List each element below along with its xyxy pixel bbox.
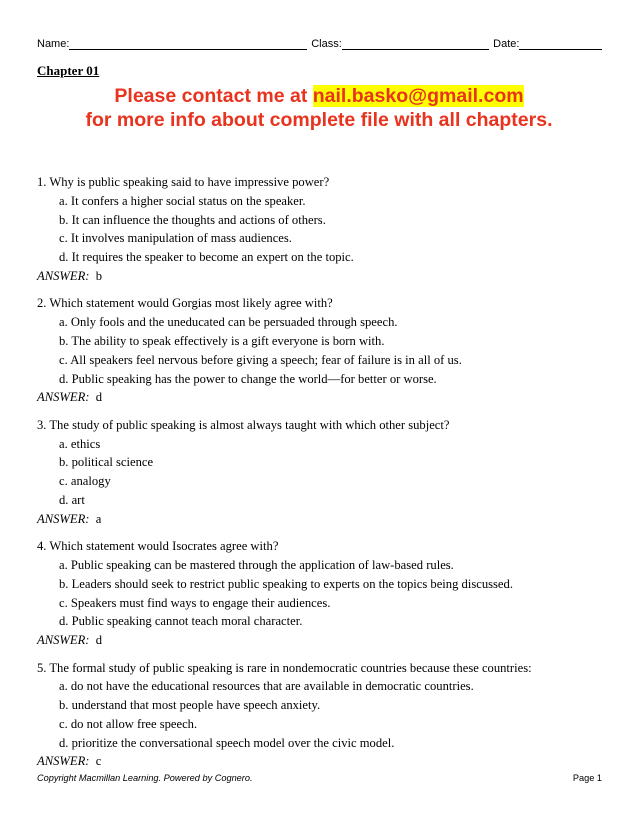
answer-value: c <box>95 754 102 769</box>
student-info-header <box>37 37 602 50</box>
promo-line-1 <box>0 84 638 108</box>
option-a: a. do not have the educational resources that are available in democratic countries. <box>59 679 474 694</box>
answer-value: d <box>95 633 103 648</box>
option-a: a. It confers a higher social status on the speaker. <box>59 193 306 208</box>
answer-label: ANSWER: <box>37 633 90 648</box>
option-d: d. Public speaking has the power to change the world—for better or worse. <box>59 371 437 386</box>
question-stem: 1. Why is public speaking said to have impressive power? <box>37 175 330 189</box>
option-c: c. do not allow free speech. <box>59 716 198 731</box>
option-a: a. Public speaking can be mastered through the application of law-based rules. <box>59 557 454 572</box>
promo-prefix: Please contact me at <box>114 85 313 107</box>
option-a: a. Only fools and the uneducated can be persuaded through speech. <box>59 315 398 330</box>
question-5 <box>37 659 607 772</box>
chapter-title: Chapter 01 <box>37 63 100 78</box>
question-4 <box>37 537 607 650</box>
question-1 <box>37 173 607 286</box>
option-c: c. Speakers must find ways to engage their audiences. <box>59 595 331 610</box>
question-stem: 4. Which statement would Isocrates agree with? <box>37 539 279 554</box>
question-stem: 2. Which statement would Gorgias most likely agree with? <box>37 296 333 311</box>
option-a: a. ethics <box>59 436 101 451</box>
option-c: c. All speakers feel nervous before giving a speech; fear of failure is in all of us. <box>59 352 462 367</box>
question-stem: 5. The formal study of public speaking is rare in nondemocratic countries because these countries: <box>37 660 532 675</box>
question-2 <box>37 294 607 407</box>
option-d: d. It requires the speaker to become an expert on the topic. <box>59 250 354 265</box>
promo-line-2: for more info about complete file with all chapters. <box>85 109 553 131</box>
class-label: Class: <box>311 38 342 50</box>
option-b: b. political science <box>59 455 154 470</box>
question-stem: 3. The study of public speaking is almost always taught with which other subject? <box>37 417 450 432</box>
answer-value: b <box>95 268 103 283</box>
option-b: b. Leaders should seek to restrict public speaking to experts on the topics being discussed. <box>59 576 513 591</box>
answer-line <box>37 267 607 286</box>
answer-line <box>37 752 607 771</box>
option-b: b. understand that most people have speech anxiety. <box>59 698 321 713</box>
date-label: Date: <box>493 38 520 50</box>
name-field[interactable] <box>69 37 307 50</box>
answer-label: ANSWER: <box>37 511 90 526</box>
copyright-text: Copyright Macmillan Learning. Powered by Cognero. <box>37 773 253 783</box>
answer-label: ANSWER: <box>37 390 90 405</box>
option-b: b. It can influence the thoughts and actions of others. <box>59 212 326 227</box>
answer-label: ANSWER: <box>37 754 90 769</box>
answer-label: ANSWER: <box>37 268 90 283</box>
option-c: c. analogy <box>59 474 111 489</box>
question-list <box>37 173 607 780</box>
question-3 <box>37 416 607 529</box>
answer-line <box>37 631 607 650</box>
email-highlight[interactable]: nail.basko@gmail.com <box>312 85 524 107</box>
option-d: d. Public speaking cannot teach moral character. <box>59 614 303 629</box>
option-d: d. art <box>59 492 85 507</box>
answer-line <box>37 510 607 529</box>
option-c: c. It involves manipulation of mass audiences. <box>59 231 292 246</box>
name-label: Name: <box>37 38 70 50</box>
answer-line <box>37 388 607 407</box>
answer-value: a <box>95 511 102 526</box>
date-field[interactable] <box>519 37 602 50</box>
page-footer <box>37 773 602 783</box>
option-b: b. The ability to speak effectively is a gift everyone is born with. <box>59 333 385 348</box>
answer-value: d <box>95 390 103 405</box>
page-number: Page 1 <box>572 773 602 783</box>
option-d: d. prioritize the conversational speech model over the civic model. <box>59 735 395 750</box>
class-field[interactable] <box>342 37 489 50</box>
